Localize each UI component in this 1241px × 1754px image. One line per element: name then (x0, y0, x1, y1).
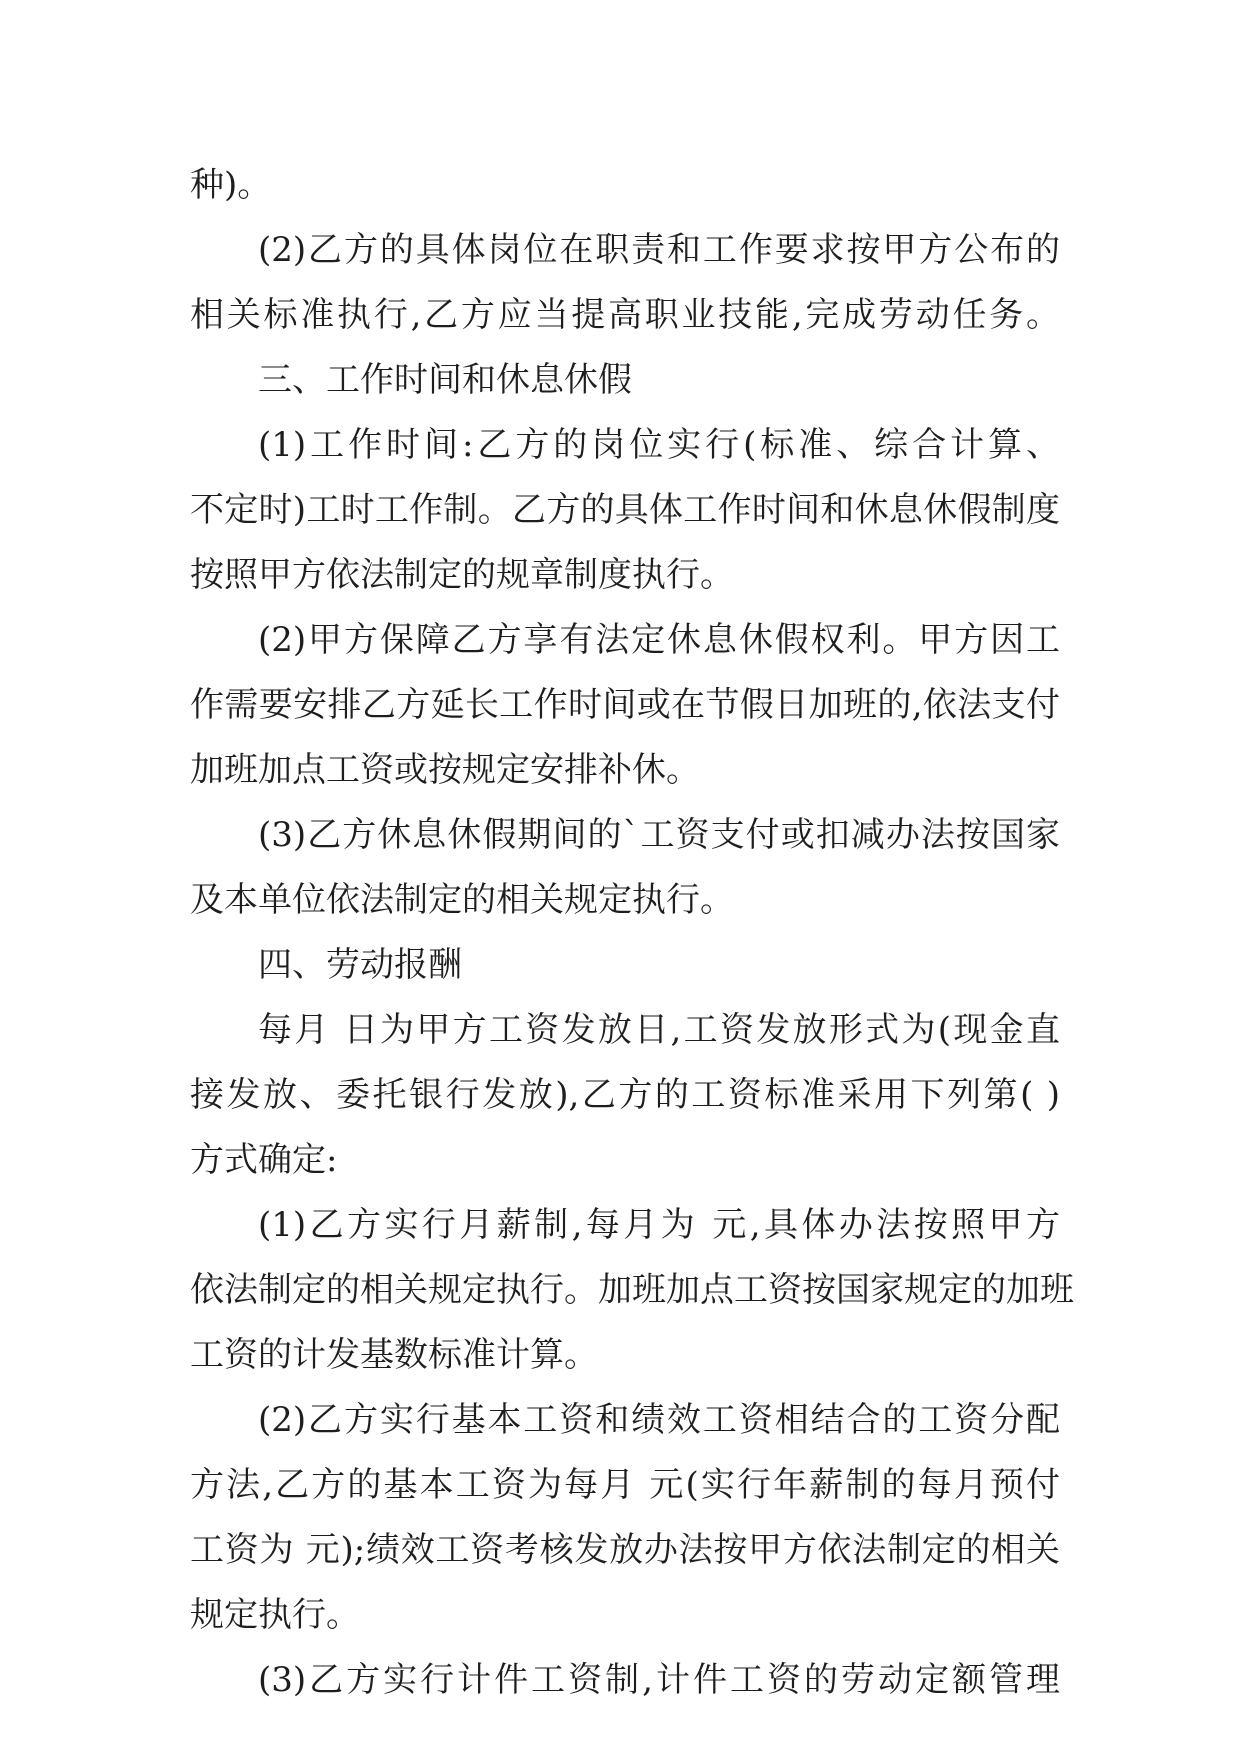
text-line: (1)工作时间:乙方的岗位实行(标准、综合计算、 (258, 425, 1060, 465)
text-line: 作需要安排乙方延长工作时间或在节假日加班的,依法支付 (190, 685, 1060, 725)
document-body (190, 158, 1074, 1718)
text-line: 方法,乙方的基本工资为每月 元(实行年薪制的每月预付 (190, 1465, 1060, 1505)
text-line: (3)乙方实行计件工资制,计件工资的劳动定额管理 (258, 1660, 1060, 1700)
text-line: (2)甲方保障乙方享有法定休息休假权利。甲方因工 (258, 620, 1060, 660)
section-heading: 四、劳动报酬 (258, 945, 462, 985)
text-line: 相关标准执行,乙方应当提高职业技能,完成劳动任务。 (190, 295, 1060, 335)
text-line: (2)乙方实行基本工资和绩效工资相结合的工资分配 (258, 1400, 1060, 1440)
text-line: 种)。 (190, 165, 272, 205)
text-line: 规定执行。 (190, 1595, 360, 1635)
text-line: 工资为 元);绩效工资考核发放办法按甲方依法制定的相关 (190, 1530, 1060, 1570)
text-line: 工资的计发基数标准计算。 (190, 1335, 598, 1375)
text-line: 不定时)工时工作制。乙方的具体工作时间和休息休假制度 (190, 490, 1060, 530)
text-line: 接发放、委托银行发放),乙方的工资标准采用下列第( ) (190, 1075, 1060, 1115)
text-line: (1)乙方实行月薪制,每月为 元,具体办法按照甲方 (258, 1205, 1060, 1245)
text-line: 及本单位依法制定的相关规定执行。 (190, 880, 734, 920)
text-line: 每月 日为甲方工资发放日,工资发放形式为(现金直 (258, 1010, 1060, 1050)
text-line: 方式确定: (190, 1140, 338, 1180)
text-line: (2)乙方的具体岗位在职责和工作要求按甲方公布的 (258, 230, 1060, 270)
text-line: 按照甲方依法制定的规章制度执行。 (190, 555, 734, 595)
text-line: 加班加点工资或按规定安排补休。 (190, 750, 700, 790)
text-line: 依法制定的相关规定执行。加班加点工资按国家规定的加班 (190, 1270, 1074, 1310)
section-heading: 三、工作时间和休息休假 (258, 360, 632, 400)
text-line: (3)乙方休息休假期间的`工资支付或扣减办法按国家 (258, 815, 1060, 855)
